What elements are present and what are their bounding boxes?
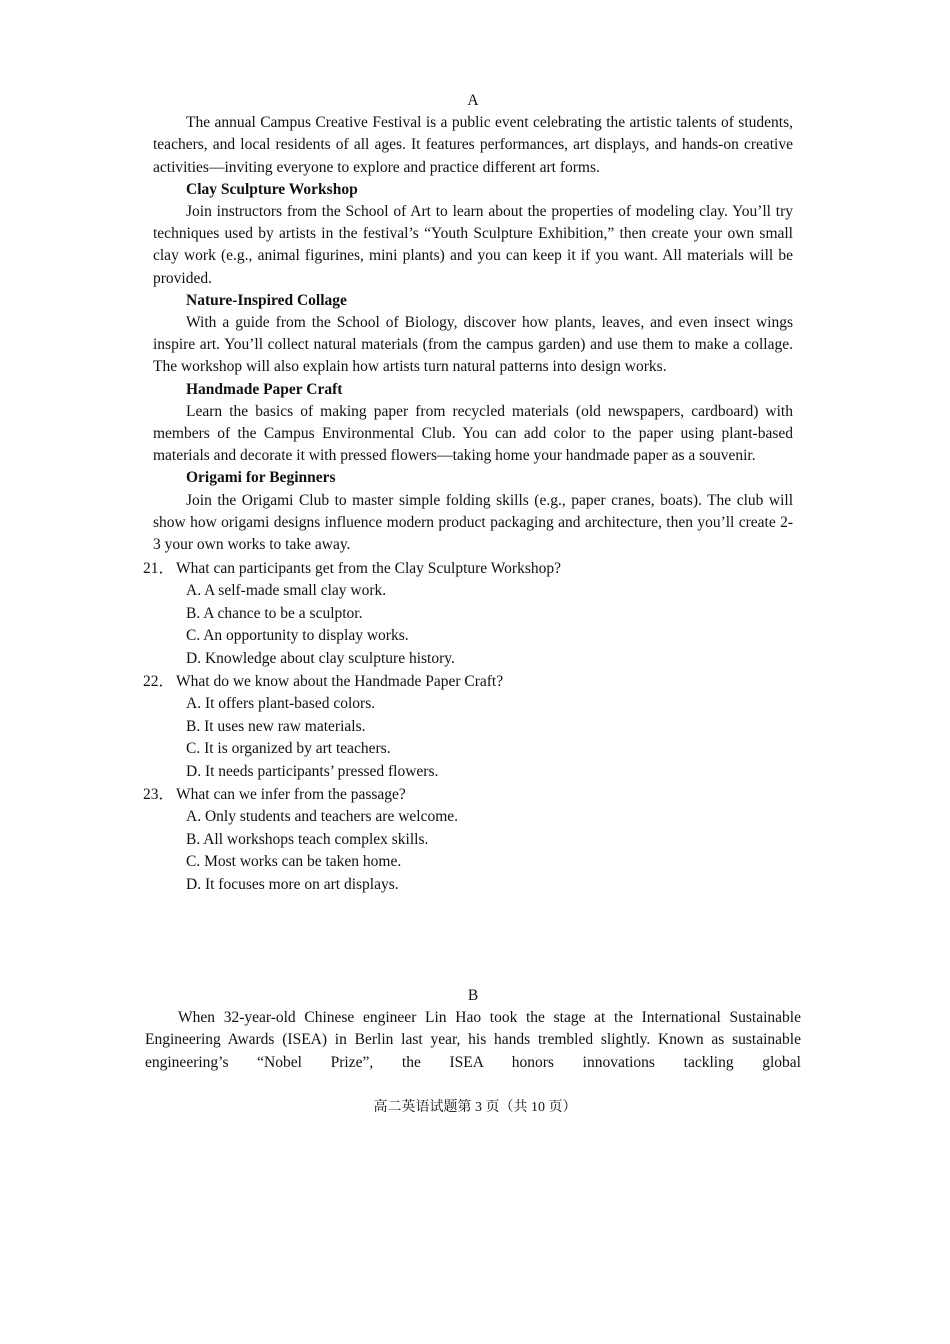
option-c: C. Most works can be taken home. bbox=[186, 853, 402, 871]
option-a: A. It offers plant-based colors. bbox=[186, 695, 376, 713]
question-number: 22． bbox=[143, 673, 175, 691]
question-stem bbox=[143, 670, 793, 693]
workshop-title-collage: Nature-Inspired Collage bbox=[186, 291, 347, 309]
question-number: 23． bbox=[143, 786, 175, 804]
question-text: What do we know about the Handmade Paper Craft? bbox=[176, 673, 504, 691]
section-a bbox=[143, 90, 793, 896]
section-b bbox=[145, 985, 801, 1074]
option-b: B. It uses new raw materials. bbox=[186, 717, 366, 735]
option-a: A. A self-made small clay work. bbox=[186, 582, 387, 600]
workshop-text-collage: With a guide from the School of Biology, discover how plants, leaves, and even insect wings inspire art. You’ll collect natural materials (from the campus garden) and use them to make a collage. The workshop will also explain how artists turn natural patterns into design works. bbox=[153, 314, 793, 376]
option-b: B. All workshops teach complex skills. bbox=[186, 830, 429, 848]
question-21 bbox=[143, 557, 793, 670]
section-b-intro: When 32-year-old Chinese engineer Lin Hao took the stage at the International Sustainable Engineering Awards (ISEA) in Berlin last year, his hands trembled slightly. Known as sustainable engineering’s “Nobel Prize”, the ISEA honors innovations tackling global bbox=[145, 1009, 801, 1071]
question-text: What can we infer from the passage? bbox=[176, 786, 406, 804]
option-list bbox=[143, 693, 793, 783]
option-b: B. A chance to be a sculptor. bbox=[186, 604, 363, 622]
workshop-text-origami: Join the Origami Club to master simple folding skills (e.g., paper cranes, boats). The club will show how origami designs influence modern product packaging and architecture, then you’ll create 2-3 your own works to take away. bbox=[153, 491, 793, 554]
workshop-text-clay: Join instructors from the School of Art to learn about the properties of modeling clay. You’ll try techniques used by artists in the festival’s “Youth Sculpture Exhibition,” then create your own small clay work (e.g., animal figurines, mini plants) and you can keep it if you want. All materials will be provided. bbox=[153, 203, 793, 287]
workshop-text-paper: Learn the basics of making paper from recycled materials (old newspapers, cardboard) with members of the Campus Environmental Club. You can add color to the paper using plant-based materials and decorate it with pressed flowers—taking home your handmade paper as a souvenir. bbox=[153, 402, 793, 465]
option-d: D. Knowledge about clay sculpture history. bbox=[186, 649, 455, 667]
option-c: C. It is organized by art teachers. bbox=[186, 740, 391, 758]
question-number: 21． bbox=[143, 560, 175, 578]
question-stem bbox=[143, 783, 793, 806]
section-a-heading: A bbox=[467, 92, 479, 109]
page-footer: 高二英语试题第 3 页（共 10 页） bbox=[373, 1100, 577, 1115]
question-22 bbox=[143, 670, 793, 783]
option-list bbox=[143, 580, 793, 670]
option-d: D. It needs participants’ pressed flowers. bbox=[186, 762, 439, 780]
option-list bbox=[143, 806, 793, 896]
section-b-heading: B bbox=[467, 987, 479, 1004]
question-23 bbox=[143, 783, 793, 896]
workshop-title-paper: Handmade Paper Craft bbox=[186, 380, 343, 398]
option-d: D. It focuses more on art displays. bbox=[186, 875, 399, 893]
question-text: What can participants get from the Clay Sculpture Workshop? bbox=[176, 560, 561, 578]
workshop-title-origami: Origami for Beginners bbox=[186, 469, 336, 487]
option-c: C. An opportunity to display works. bbox=[186, 627, 409, 645]
workshop-title-clay: Clay Sculpture Workshop bbox=[186, 180, 358, 198]
question-list bbox=[143, 557, 793, 896]
question-stem bbox=[143, 557, 793, 580]
section-a-intro: The annual Campus Creative Festival is a public event celebrating the artistic talents of students, teachers, and local residents of all ages. It features performances, art displays, and hands-on creative activities—inviting everyone to explore and practice different art forms. bbox=[153, 114, 793, 176]
option-a: A. Only students and teachers are welcome. bbox=[186, 808, 459, 826]
